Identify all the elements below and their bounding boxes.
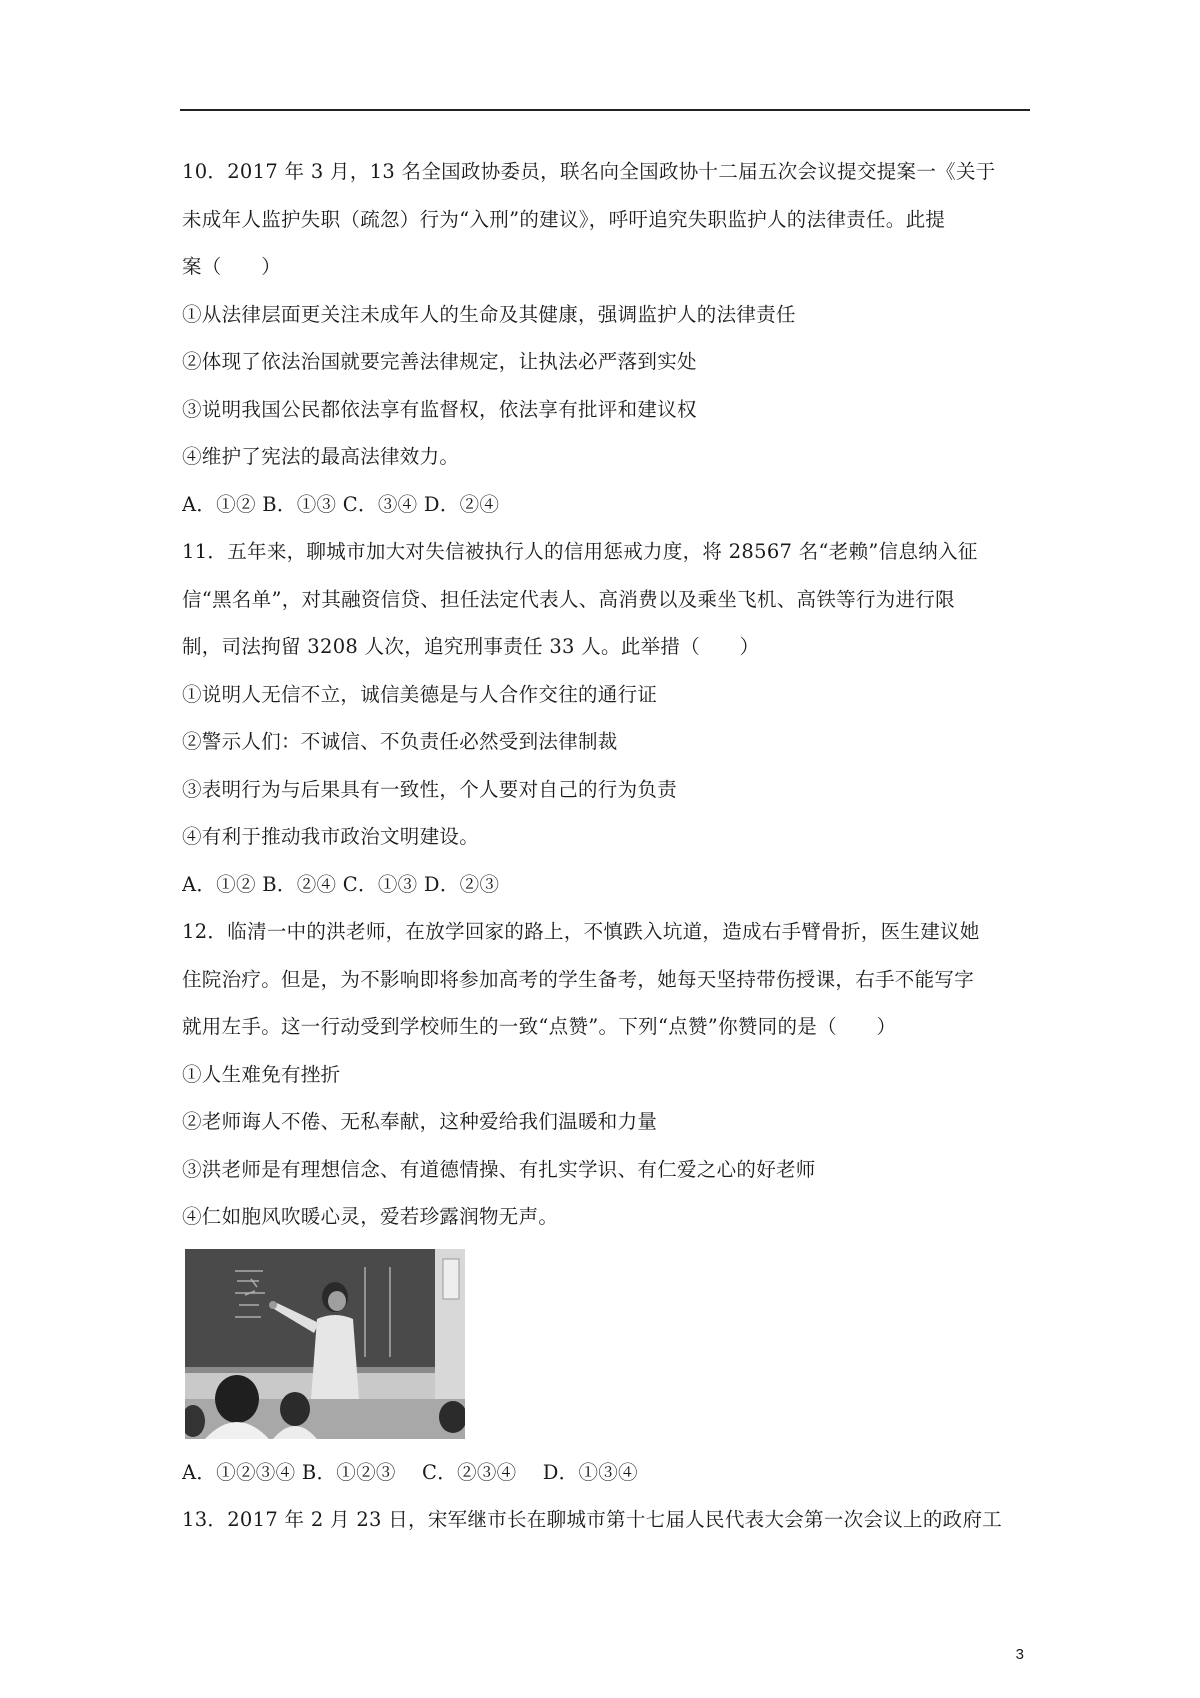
question-12-option-3: ③洪老师是有理想信念、有道德情操、有扎实学识、有仁爱之心的好老师 — [182, 1157, 816, 1181]
question-11-option-2: ②警示人们：不诚信、不负责任必然受到法律制裁 — [182, 730, 618, 753]
page-number: 3 — [1015, 1646, 1024, 1663]
question-11-option-4: ④有利于推动我市政治文明建设。 — [182, 825, 480, 848]
question-11-line-1: 11．五年来，聊城市加大对失信被执行人的信用惩戒力度，将 28567 名“老赖”信息纳入征 — [182, 540, 978, 563]
teacher-at-blackboard-illustration — [185, 1249, 465, 1439]
question-11 — [182, 528, 1028, 908]
question-12 — [182, 908, 1028, 1496]
question-11-line-2: 信“黑名单”，对其融资信贷、担任法定代表人、高消费以及乘坐飞机、高铁等行为进行限 — [182, 587, 955, 611]
question-11-option-3: ③表明行为与后果具有一致性，个人要对自己的行为负责 — [182, 777, 678, 801]
question-10-answers: A．①② B．①③ C．③④ D．②④ — [182, 492, 500, 516]
question-10-line-3: 案（ ） — [182, 255, 282, 278]
question-12-option-4: ④仁如胞风吹暖心灵，爱若珍露润物无声。 — [182, 1205, 559, 1228]
question-11-answers: A．①② B．②④ C．①③ D．②③ — [182, 872, 500, 896]
question-12-line-3: 就用左手。这一行动受到学校师生的一致“点赞”。下列“点赞”你赞同的是（ ） — [182, 1015, 897, 1038]
question-10 — [182, 148, 1028, 528]
question-10-option-2: ②体现了依法治国就要完善法律规定，让执法必严落到实处 — [182, 350, 697, 373]
question-12-line-2: 住院治疗。但是，为不影响即将参加高考的学生备考，她每天坚持带伤授课，右手不能写字 — [182, 967, 975, 991]
header-rule — [180, 109, 1030, 111]
question-10-option-4: ④维护了宪法的最高法律效力。 — [182, 445, 460, 468]
question-10-line-1: 10．2017 年 3 月，13 名全国政协委员，联名向全国政协十二届五次会议提交提案一《关于 — [182, 160, 996, 183]
question-12-option-1: ①人生难免有挫折 — [182, 1062, 341, 1086]
question-10-option-3: ③说明我国公民都依法享有监督权，依法享有批评和建议权 — [182, 397, 697, 421]
question-12-answers: A．①②③④ B．①②③ C．②③④ D．①③④ — [182, 1460, 638, 1484]
question-13 — [182, 1496, 1028, 1544]
question-10-line-2: 未成年人监护失职（疏忽）行为“入刑”的建议》，呼吁追究失职监护人的法律责任。此提 — [182, 207, 946, 231]
question-13-line-1: 13．2017 年 2 月 23 日，宋军继市长在聊城市第十七届人民代表大会第一次会议上的政府工 — [182, 1508, 1003, 1531]
classroom-photo — [185, 1249, 465, 1439]
question-11-option-1: ①说明人无信不立，诚信美德是与人合作交往的通行证 — [182, 682, 658, 706]
question-10-option-1: ①从法律层面更关注未成年人的生命及其健康，强调监护人的法律责任 — [182, 302, 796, 326]
question-11-line-3: 制，司法拘留 3208 人次，追究刑事责任 33 人。此举措（ ） — [182, 635, 760, 658]
question-12-option-2: ②老师诲人不倦、无私奉献，这种爱给我们温暖和力量 — [182, 1110, 658, 1133]
page-content — [182, 148, 1028, 1544]
question-12-line-1: 12．临清一中的洪老师，在放学回家的路上，不慎跌入坑道，造成右手臂骨折，医生建议她 — [182, 920, 980, 943]
